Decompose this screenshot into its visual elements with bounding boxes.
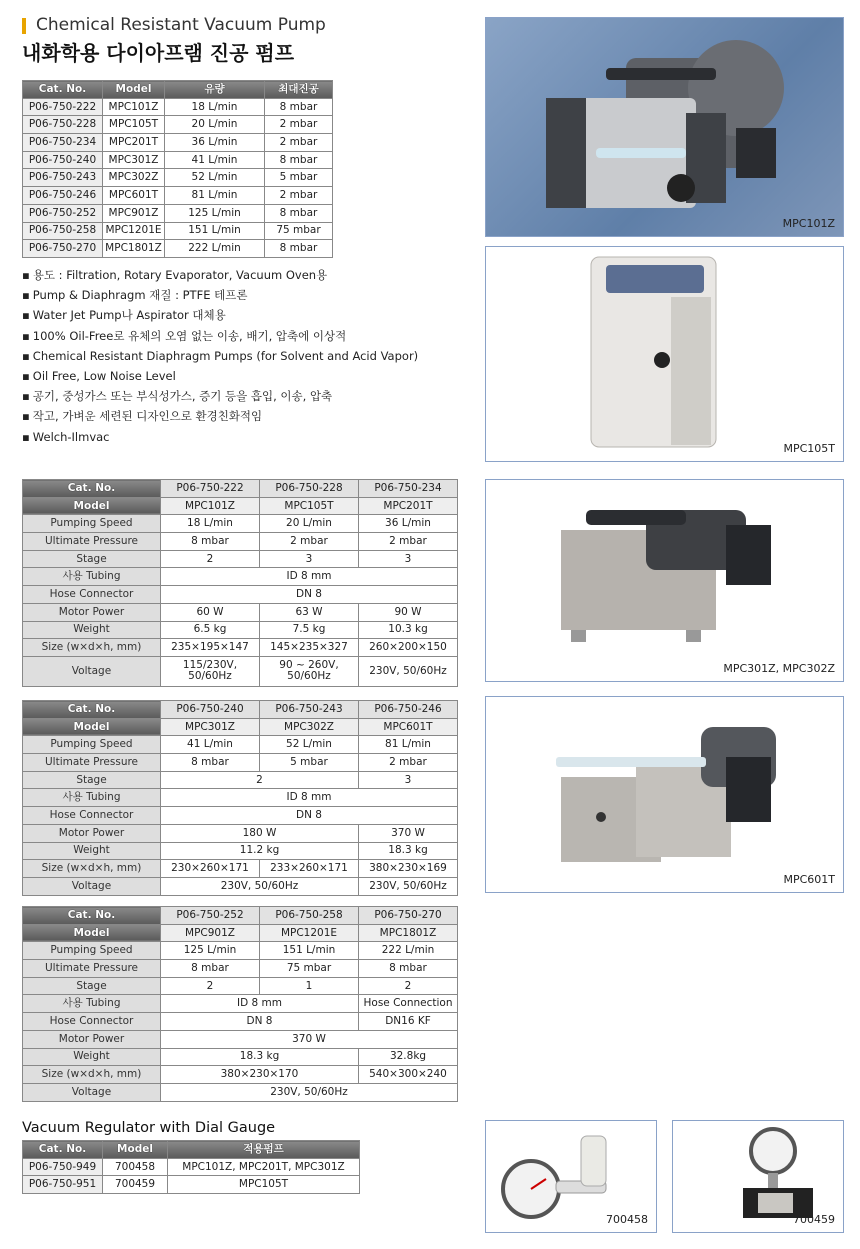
cell: P06-750-949 bbox=[23, 1158, 103, 1176]
cell: 11.2 kg bbox=[161, 842, 359, 860]
cell: 41 L/min bbox=[165, 151, 265, 169]
feature-list bbox=[22, 265, 462, 447]
cell: 8 mbar bbox=[161, 533, 260, 551]
cell: 8 mbar bbox=[265, 240, 333, 258]
photo-mpc301z bbox=[485, 479, 844, 682]
cell: MPC302Z bbox=[103, 169, 165, 187]
list-item: ▪ Water Jet Pump나 Aspirator 대체용 bbox=[22, 305, 462, 325]
cell: 2 bbox=[161, 977, 260, 995]
row-label: Weight bbox=[23, 842, 161, 860]
cell: 125 L/min bbox=[165, 204, 265, 222]
list-item: ▪ 용도 : Filtration, Rotary Evaporator, Vacuum Oven용 bbox=[22, 265, 462, 285]
cell: 10.3 kg bbox=[359, 621, 458, 639]
cell: 380×230×170 bbox=[161, 1066, 359, 1084]
list-item: ▪ Welch-Ilmvac bbox=[22, 427, 462, 447]
cell: MPC101Z bbox=[161, 497, 260, 515]
cell: DN16 KF bbox=[359, 1013, 458, 1031]
hdr-vacuum: 최대진공 bbox=[265, 81, 333, 99]
row-label: Motor Power bbox=[23, 1030, 161, 1048]
list-item: ▪ 공기, 중성가스 또는 부식성가스, 증기 등을 흡입, 이송, 압축 bbox=[22, 386, 462, 406]
cell: 380×230×169 bbox=[359, 860, 458, 878]
row-label: Size (w×d×h, mm) bbox=[23, 860, 161, 878]
cell: DN 8 bbox=[161, 807, 458, 825]
cell: P06-750-234 bbox=[23, 134, 103, 152]
row-label: Weight bbox=[23, 621, 161, 639]
row-label: Size (w×d×h, mm) bbox=[23, 639, 161, 657]
hdr-model: Model bbox=[103, 81, 165, 99]
cell: P06-750-252 bbox=[23, 204, 103, 222]
cell: MPC1201E bbox=[260, 924, 359, 942]
list-item: ▪ 작고, 가벼운 세련된 디자인으로 환경친화적임 bbox=[22, 406, 462, 426]
cell: 222 L/min bbox=[165, 240, 265, 258]
cell: 75 mbar bbox=[260, 960, 359, 978]
cell: MPC301Z bbox=[161, 718, 260, 736]
cell: DN 8 bbox=[161, 1013, 359, 1031]
table-row bbox=[23, 204, 333, 222]
cell: P06-750-234 bbox=[359, 480, 458, 498]
cell-line: 50/60Hz bbox=[188, 670, 232, 683]
row-label: Pumping Speed bbox=[23, 736, 161, 754]
cell: MPC302Z bbox=[260, 718, 359, 736]
cell: P06-750-222 bbox=[23, 98, 103, 116]
row-label: Hose Connector bbox=[23, 1013, 161, 1031]
row-label: Model bbox=[23, 718, 161, 736]
photo-700458 bbox=[485, 1120, 657, 1233]
cell: 8 mbar bbox=[161, 754, 260, 772]
list-item: ▪ Pump & Diaphragm 재질 : PTFE 테프론 bbox=[22, 285, 462, 305]
cell bbox=[260, 656, 359, 686]
cell: 60 W bbox=[161, 603, 260, 621]
table-row bbox=[23, 151, 333, 169]
list-item: ▪ Oil Free, Low Noise Level bbox=[22, 366, 462, 386]
hdr-pump: 적용펌프 bbox=[168, 1141, 360, 1159]
cell: P06-750-243 bbox=[23, 169, 103, 187]
cell: 8 mbar bbox=[359, 960, 458, 978]
row-label: Weight bbox=[23, 1048, 161, 1066]
photo-caption: MPC101Z bbox=[782, 217, 835, 230]
cell: 2 mbar bbox=[265, 187, 333, 205]
row-label: Ultimate Pressure bbox=[23, 533, 161, 551]
cell: 41 L/min bbox=[161, 736, 260, 754]
cell: 3 bbox=[260, 550, 359, 568]
row-label: Model bbox=[23, 924, 161, 942]
table-row bbox=[23, 169, 333, 187]
cell: P06-750-240 bbox=[23, 151, 103, 169]
cell: MPC105T bbox=[168, 1176, 360, 1194]
spec-table-3 bbox=[22, 906, 458, 1102]
pump-image bbox=[486, 18, 844, 237]
row-label: Stage bbox=[23, 771, 161, 789]
pump-image bbox=[486, 247, 844, 462]
cell: MPC105T bbox=[260, 497, 359, 515]
row-label: Size (w×d×h, mm) bbox=[23, 1066, 161, 1084]
table-row bbox=[23, 134, 333, 152]
hdr-cat: Cat. No. bbox=[23, 81, 103, 99]
cell: 230×260×171 bbox=[161, 860, 260, 878]
title-english: Chemical Resistant Vacuum Pump bbox=[36, 15, 326, 35]
cell: 2 mbar bbox=[260, 533, 359, 551]
cell: MPC201T bbox=[103, 134, 165, 152]
hdr-flow: 유량 bbox=[165, 81, 265, 99]
cell: P06-750-228 bbox=[23, 116, 103, 134]
cell: P06-750-243 bbox=[260, 701, 359, 719]
cell: MPC901Z bbox=[103, 204, 165, 222]
cell bbox=[359, 656, 458, 686]
cell: 370 W bbox=[161, 1030, 458, 1048]
photo-caption: MPC105T bbox=[783, 442, 835, 455]
cell: 2 mbar bbox=[359, 754, 458, 772]
row-label: Ultimate Pressure bbox=[23, 960, 161, 978]
cell: 230V, 50/60Hz bbox=[161, 1083, 458, 1101]
row-label: Voltage bbox=[23, 877, 161, 895]
row-label: Voltage bbox=[23, 656, 161, 686]
cell: 180 W bbox=[161, 824, 359, 842]
cell: 32.8kg bbox=[359, 1048, 458, 1066]
row-label: Ultimate Pressure bbox=[23, 754, 161, 772]
cell: P06-750-258 bbox=[23, 222, 103, 240]
cell: 18 L/min bbox=[165, 98, 265, 116]
cell bbox=[161, 656, 260, 686]
photo-700459 bbox=[672, 1120, 844, 1233]
cell: P06-750-252 bbox=[161, 907, 260, 925]
cell: 2 bbox=[161, 550, 260, 568]
cell: 370 W bbox=[359, 824, 458, 842]
photo-mpc105t bbox=[485, 246, 844, 462]
row-label: Motor Power bbox=[23, 603, 161, 621]
cell: 81 L/min bbox=[165, 187, 265, 205]
row-label: 사용 Tubing bbox=[23, 995, 161, 1013]
summary-table bbox=[22, 80, 333, 258]
row-label: Stage bbox=[23, 550, 161, 568]
row-label: Hose Connector bbox=[23, 807, 161, 825]
cell: 540×300×240 bbox=[359, 1066, 458, 1084]
cell: 36 L/min bbox=[165, 134, 265, 152]
cell: 8 mbar bbox=[265, 204, 333, 222]
cell: 8 mbar bbox=[265, 98, 333, 116]
cell: 125 L/min bbox=[161, 942, 260, 960]
pump-image bbox=[486, 480, 844, 682]
cell: 20 L/min bbox=[260, 515, 359, 533]
cell: MPC601T bbox=[359, 718, 458, 736]
photo-caption: 700459 bbox=[793, 1213, 835, 1226]
cell: 151 L/min bbox=[165, 222, 265, 240]
row-label: Model bbox=[23, 497, 161, 515]
cell: P06-750-270 bbox=[23, 240, 103, 258]
row-label: 사용 Tubing bbox=[23, 789, 161, 807]
cell: 81 L/min bbox=[359, 736, 458, 754]
cell: P06-750-270 bbox=[359, 907, 458, 925]
cell: MPC1201E bbox=[103, 222, 165, 240]
list-item: ▪ Chemical Resistant Diaphragm Pumps (for Solvent and Acid Vapor) bbox=[22, 346, 462, 366]
spec-table-1 bbox=[22, 479, 458, 687]
row-label: Stage bbox=[23, 977, 161, 995]
cell: Hose Connection bbox=[359, 995, 458, 1013]
cell: 52 L/min bbox=[165, 169, 265, 187]
photo-caption: 700458 bbox=[606, 1213, 648, 1226]
cell: P06-750-258 bbox=[260, 907, 359, 925]
list-item: ▪ 100% Oil-Free로 유체의 오염 없는 이송, 배기, 압축에 이상적 bbox=[22, 326, 462, 346]
cell: MPC901Z bbox=[161, 924, 260, 942]
table-row bbox=[23, 1176, 360, 1194]
cell: 1 bbox=[260, 977, 359, 995]
spec-table-2 bbox=[22, 700, 458, 896]
cell: 6.5 kg bbox=[161, 621, 260, 639]
row-label: Hose Connector bbox=[23, 586, 161, 604]
row-label: Motor Power bbox=[23, 824, 161, 842]
row-label: Cat. No. bbox=[23, 907, 161, 925]
cell: 5 mbar bbox=[265, 169, 333, 187]
cell: P06-750-222 bbox=[161, 480, 260, 498]
cell: 8 mbar bbox=[161, 960, 260, 978]
title-accent-bar bbox=[22, 18, 26, 34]
photo-mpc101z bbox=[485, 17, 844, 237]
cell: 3 bbox=[359, 771, 458, 789]
table-row bbox=[23, 116, 333, 134]
table-row bbox=[23, 222, 333, 240]
cell: 2 mbar bbox=[265, 134, 333, 152]
photo-caption: MPC301Z, MPC302Z bbox=[723, 662, 835, 675]
cell: 2 bbox=[161, 771, 359, 789]
cell: 7.5 kg bbox=[260, 621, 359, 639]
cell: 260×200×150 bbox=[359, 639, 458, 657]
cell: 700458 bbox=[103, 1158, 168, 1176]
cell-line: 115/230V, bbox=[182, 659, 238, 672]
row-label: Pumping Speed bbox=[23, 515, 161, 533]
title-korean: 내화학용 다이아프램 진공 펌프 bbox=[22, 41, 295, 65]
cell-line: 50/60Hz bbox=[287, 670, 331, 683]
cell: 222 L/min bbox=[359, 942, 458, 960]
cell: 18 L/min bbox=[161, 515, 260, 533]
cell: P06-750-246 bbox=[23, 187, 103, 205]
cell: DN 8 bbox=[161, 586, 458, 604]
cell: 2 bbox=[359, 977, 458, 995]
pump-image bbox=[486, 697, 844, 893]
cell: 20 L/min bbox=[165, 116, 265, 134]
cell: MPC201T bbox=[359, 497, 458, 515]
cell: P06-750-951 bbox=[23, 1176, 103, 1194]
cell: ID 8 mm bbox=[161, 568, 458, 586]
cell: P06-750-228 bbox=[260, 480, 359, 498]
cell: 5 mbar bbox=[260, 754, 359, 772]
cell: 151 L/min bbox=[260, 942, 359, 960]
cell: 230V, 50/60Hz bbox=[359, 877, 458, 895]
regulator-title: Vacuum Regulator with Dial Gauge bbox=[22, 1120, 276, 1136]
cell: 8 mbar bbox=[265, 151, 333, 169]
photo-caption: MPC601T bbox=[783, 873, 835, 886]
cell: MPC105T bbox=[103, 116, 165, 134]
cell: 230V, 50/60Hz bbox=[161, 877, 359, 895]
cell-line: 90 ~ 260V, bbox=[279, 659, 339, 672]
table-row bbox=[23, 187, 333, 205]
regulator-table bbox=[22, 1140, 360, 1194]
photo-mpc601t bbox=[485, 696, 844, 893]
cell: 235×195×147 bbox=[161, 639, 260, 657]
cell: 700459 bbox=[103, 1176, 168, 1194]
cell: 18.3 kg bbox=[161, 1048, 359, 1066]
cell: P06-750-246 bbox=[359, 701, 458, 719]
cell: 36 L/min bbox=[359, 515, 458, 533]
cell: 2 mbar bbox=[359, 533, 458, 551]
cell: 3 bbox=[359, 550, 458, 568]
cell: ID 8 mm bbox=[161, 789, 458, 807]
cell-line: 230V, 50/60Hz bbox=[369, 664, 447, 677]
cell: 2 mbar bbox=[265, 116, 333, 134]
cell: 145×235×327 bbox=[260, 639, 359, 657]
row-label: Voltage bbox=[23, 1083, 161, 1101]
cell: 90 W bbox=[359, 603, 458, 621]
row-label: Cat. No. bbox=[23, 701, 161, 719]
table-row bbox=[23, 1158, 360, 1176]
table-row bbox=[23, 240, 333, 258]
table-row bbox=[23, 98, 333, 116]
cell: MPC101Z, MPC201T, MPC301Z bbox=[168, 1158, 360, 1176]
cell: MPC1801Z bbox=[103, 240, 165, 258]
hdr-cat: Cat. No. bbox=[23, 1141, 103, 1159]
cell: 18.3 kg bbox=[359, 842, 458, 860]
cell: MPC1801Z bbox=[359, 924, 458, 942]
cell: 75 mbar bbox=[265, 222, 333, 240]
cell: 63 W bbox=[260, 603, 359, 621]
cell: MPC101Z bbox=[103, 98, 165, 116]
cell: ID 8 mm bbox=[161, 995, 359, 1013]
cell: MPC601T bbox=[103, 187, 165, 205]
cell: MPC301Z bbox=[103, 151, 165, 169]
cell: P06-750-240 bbox=[161, 701, 260, 719]
cell: 233×260×171 bbox=[260, 860, 359, 878]
cell: 52 L/min bbox=[260, 736, 359, 754]
hdr-model: Model bbox=[103, 1141, 168, 1159]
row-label: Pumping Speed bbox=[23, 942, 161, 960]
row-label: Cat. No. bbox=[23, 480, 161, 498]
row-label: 사용 Tubing bbox=[23, 568, 161, 586]
